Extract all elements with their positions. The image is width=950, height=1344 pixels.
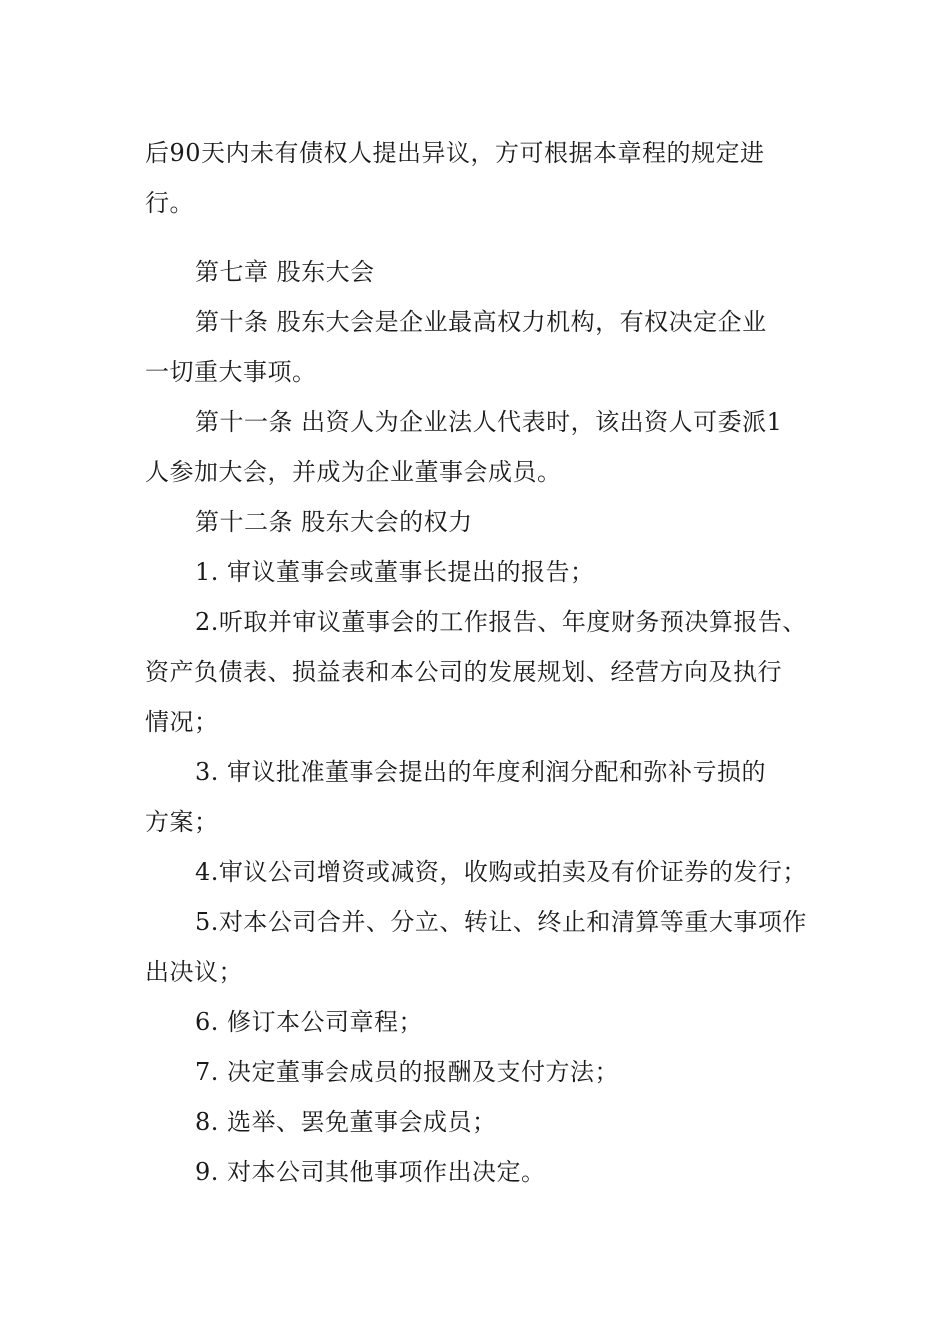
power-item-5 bbox=[145, 897, 825, 997]
power-item-8 bbox=[145, 1097, 825, 1147]
text-line: 9. 对本公司其他事项作出决定。 bbox=[195, 1158, 546, 1186]
text-line: 第十一条 出资人为企业法人代表时，该出资人可委派1 bbox=[195, 408, 783, 436]
continuation-paragraph bbox=[145, 128, 825, 228]
power-item-3 bbox=[145, 747, 825, 847]
chapter-heading bbox=[145, 247, 825, 297]
power-item-6 bbox=[145, 997, 825, 1047]
article-10-paragraph bbox=[145, 297, 825, 397]
text-line: 出决议； bbox=[145, 958, 243, 986]
text-line: 一切重大事项。 bbox=[145, 358, 317, 386]
text-line: 第七章 股东大会 bbox=[195, 258, 375, 286]
text-line: 方案； bbox=[145, 808, 219, 836]
text-line: 后90天内未有债权人提出异议，方可根据本章程的规定进 bbox=[145, 139, 765, 167]
text-line: 情况； bbox=[145, 708, 219, 736]
article-12-heading bbox=[145, 497, 825, 547]
text-line: 4.审议公司增资或减资，收购或拍卖及有价证券的发行； bbox=[195, 858, 807, 886]
text-line: 8. 选举、罢免董事会成员； bbox=[195, 1108, 497, 1136]
document-page bbox=[145, 128, 825, 1197]
text-line: 3. 审议批准董事会提出的年度利润分配和弥补亏损的 bbox=[195, 758, 767, 786]
power-item-4 bbox=[145, 847, 825, 897]
text-line: 2.听取并审议董事会的工作报告、年度财务预决算报告、 bbox=[195, 608, 807, 636]
text-line: 人参加大会，并成为企业董事会成员。 bbox=[145, 458, 562, 486]
text-line: 第十二条 股东大会的权力 bbox=[195, 508, 473, 536]
power-item-1 bbox=[145, 547, 825, 597]
power-item-7 bbox=[145, 1047, 825, 1097]
text-line: 资产负债表、损益表和本公司的发展规划、经营方向及执行 bbox=[145, 658, 782, 686]
text-line: 第十条 股东大会是企业最高权力机构，有权决定企业 bbox=[195, 308, 767, 336]
article-11-paragraph bbox=[145, 397, 825, 497]
power-item-9 bbox=[145, 1147, 825, 1197]
text-line: 6. 修订本公司章程； bbox=[195, 1008, 424, 1036]
power-item-2 bbox=[145, 597, 825, 747]
text-line: 5.对本公司合并、分立、转让、终止和清算等重大事项作 bbox=[195, 908, 807, 936]
text-line: 1. 审议董事会或董事长提出的报告； bbox=[195, 558, 595, 586]
text-line: 行。 bbox=[145, 189, 194, 217]
text-line: 7. 决定董事会成员的报酬及支付方法； bbox=[195, 1058, 620, 1086]
